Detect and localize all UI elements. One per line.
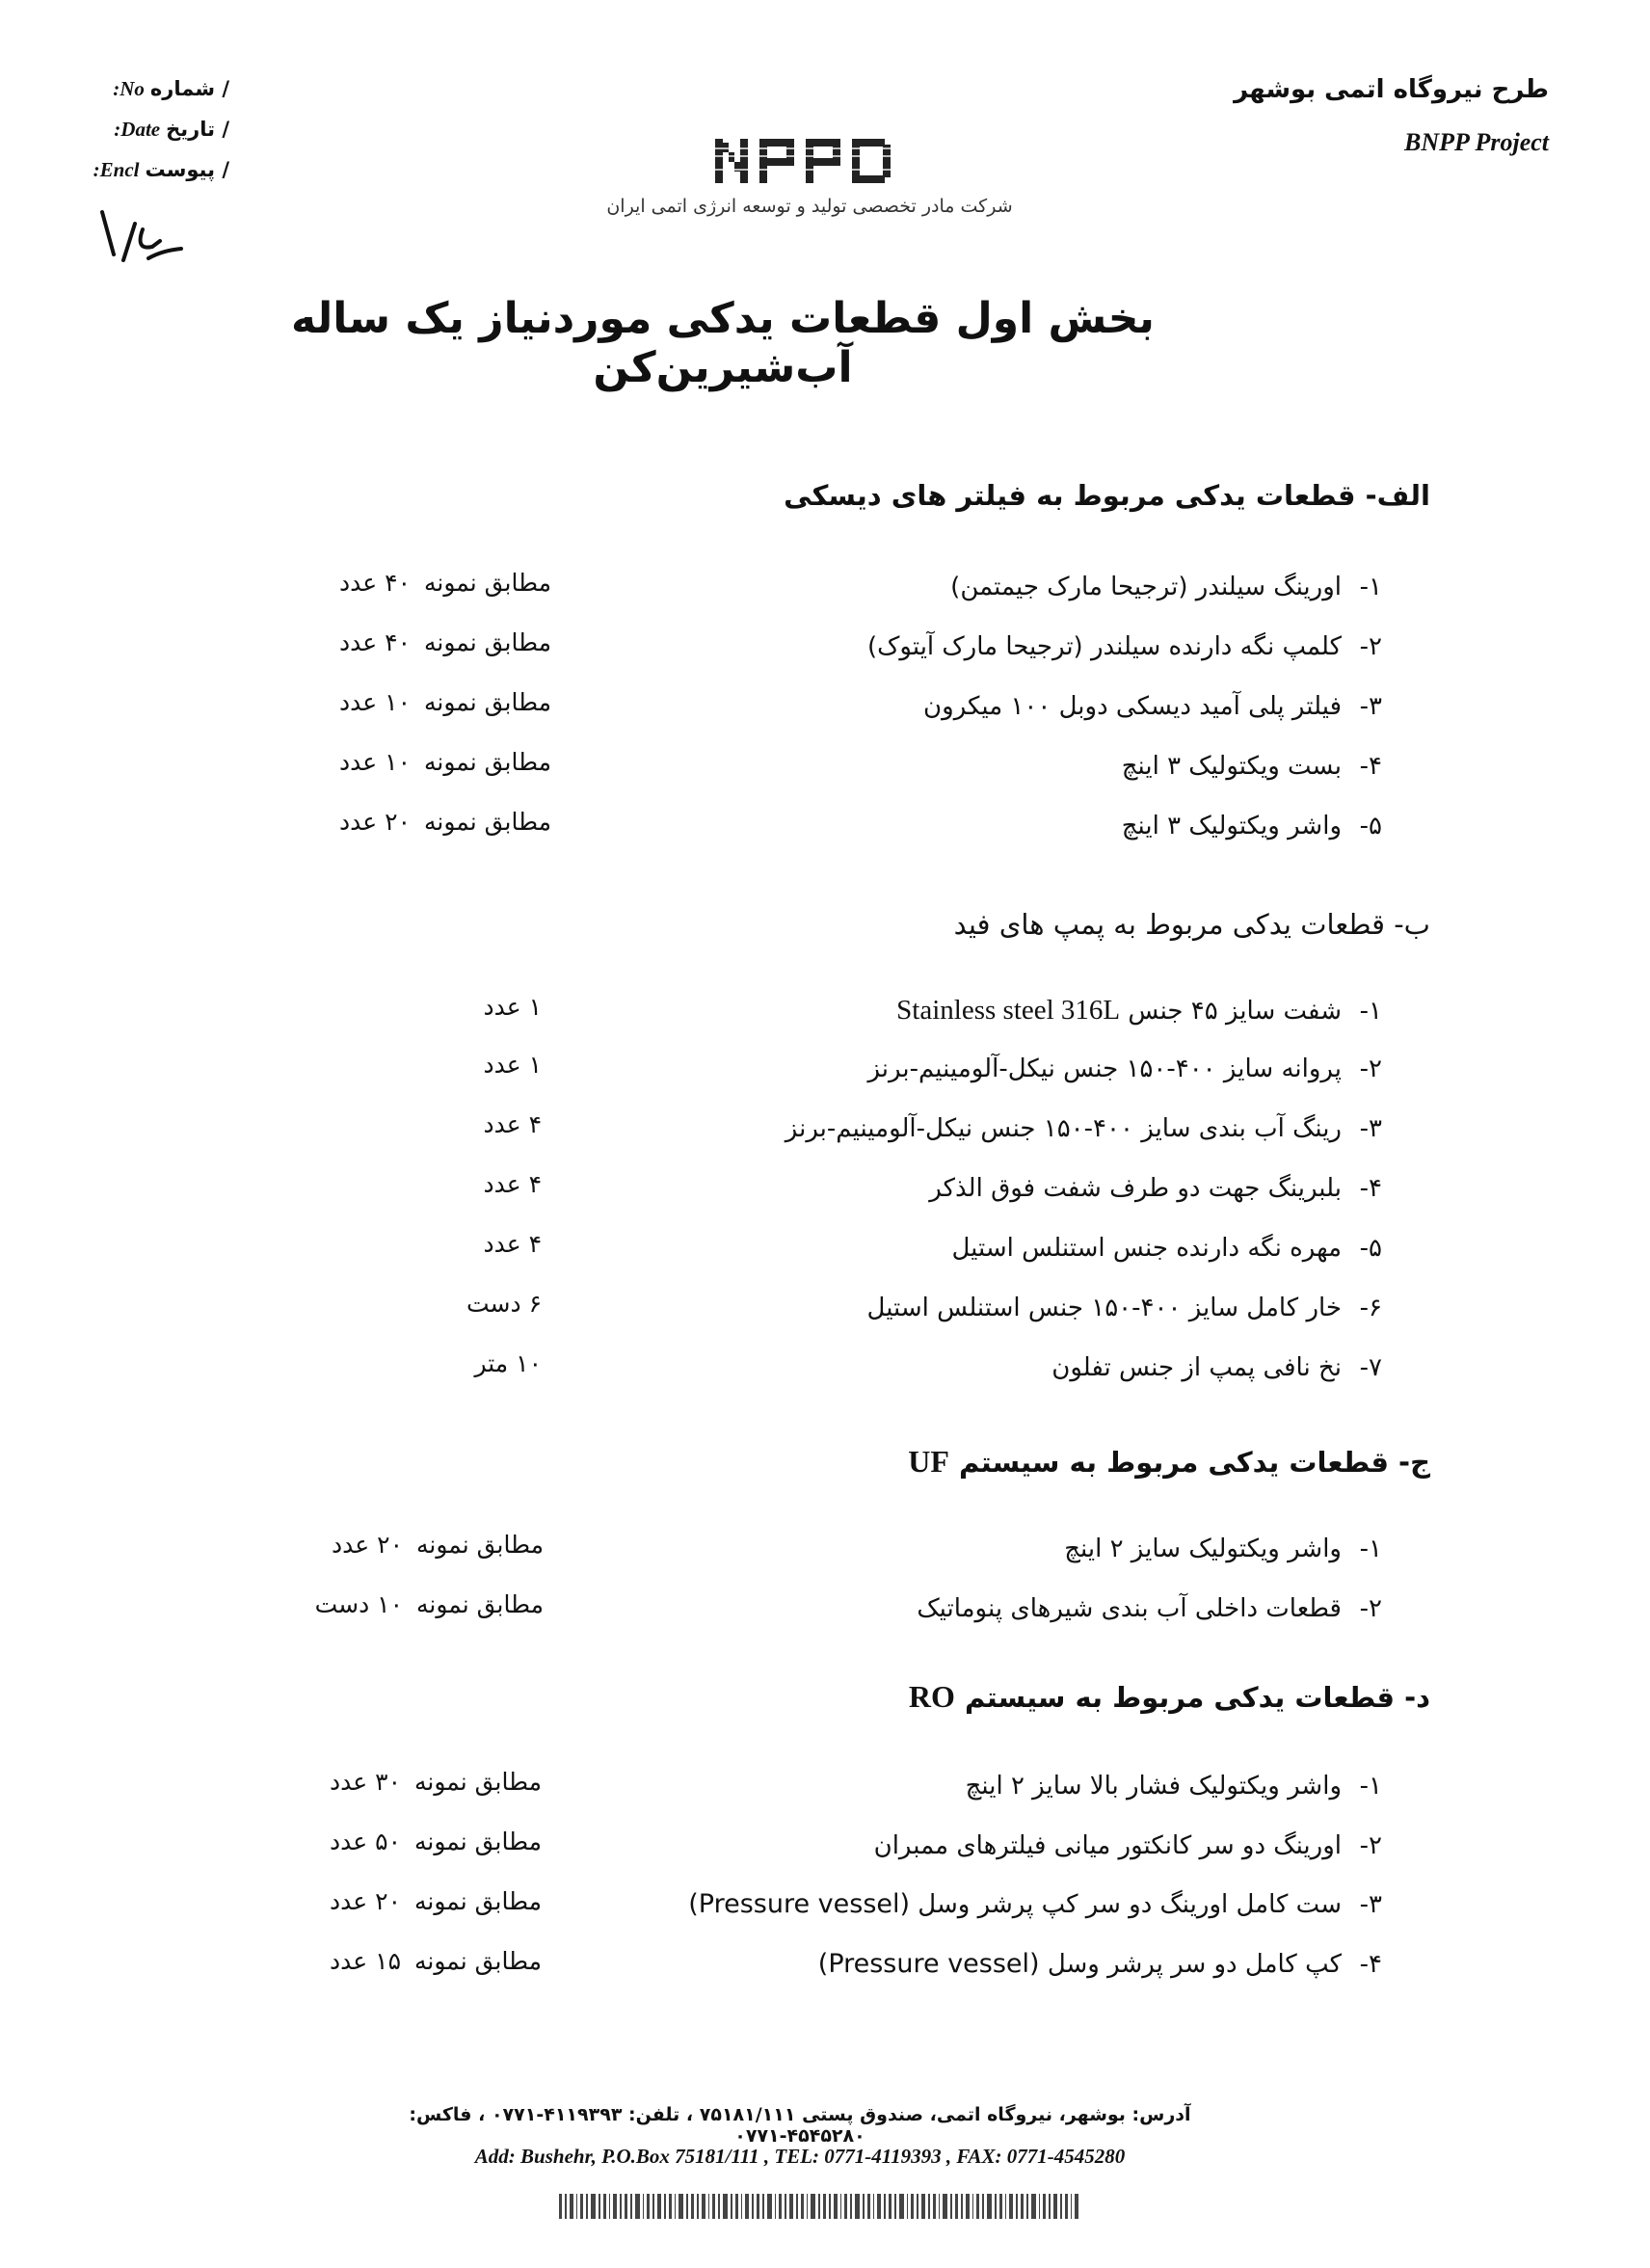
item-qty-value: ۱۰ دست [314, 1590, 404, 1618]
section-heading-c-en: UF [908, 1444, 949, 1479]
list-item [951, 1234, 1382, 1263]
item-quantity [483, 1051, 542, 1079]
item-text: فیلتر پلی آمید دیسکی دوبل ۱۰۰ میکرون [923, 692, 1342, 721]
list-item [688, 1889, 1382, 1919]
list-item [874, 1831, 1382, 1860]
item-text: پروانه سایز ۴۰۰-۱۵۰ جنس نیکل-آلومینیم-برنز [867, 1054, 1342, 1083]
item-reference: مطابق نمونه [424, 808, 551, 836]
item-quantity [466, 1290, 542, 1318]
item-quantity [483, 1110, 542, 1138]
list-item [1064, 1534, 1382, 1563]
item-number: ۲- [1359, 632, 1382, 661]
list-item [1122, 812, 1382, 840]
list-item [917, 1594, 1382, 1623]
item-text: بلبرینگ جهت دو طرف شفت فوق الذکر [929, 1174, 1342, 1203]
section-heading-b: ب- قطعات یدکی مربوط به پمپ های فید [953, 908, 1430, 941]
item-qty-value: ۵۰ عدد [330, 1828, 402, 1855]
list-item [867, 1294, 1382, 1322]
list-item [818, 1949, 1382, 1979]
item-quantity [339, 808, 551, 836]
section-heading-a: الف- قطعات یدکی مربوط به فیلتر های دیسکی [784, 479, 1430, 512]
item-qty-value: ۴ عدد [483, 1230, 542, 1258]
section-heading-c [908, 1444, 1430, 1480]
item-qty-value: ۱۰ عدد [339, 688, 412, 716]
document-title: بخش اول قطعات یدکی موردنیاز یک ساله آب‌شیرین‌کن [291, 294, 1155, 392]
item-text: رینگ آب بندی سایز ۴۰۰-۱۵۰ جنس نیکل-آلومینیم-برنز [785, 1114, 1342, 1143]
item-quantity [330, 1828, 542, 1855]
item-text: قطعات داخلی آب بندی شیرهای پنوماتیک [917, 1594, 1342, 1623]
footer-address-en: Add: Bushehr, P.O.Box 75181/111 , TEL: 0771-4119393 , FAX: 0771-4545280 [474, 2145, 1126, 2168]
meta-number-label-fa: / شماره [149, 77, 229, 100]
list-item [785, 1114, 1382, 1143]
item-qty-value: ۶ دست [466, 1290, 542, 1318]
list-item [896, 995, 1382, 1027]
meta-enclosure-label-en: Encl: [93, 157, 140, 181]
item-text-en: (Pressure vessel) [688, 1889, 911, 1919]
item-quantity [483, 1230, 542, 1258]
item-quantity [339, 748, 551, 776]
item-reference: مطابق نمونه [416, 1590, 544, 1618]
item-number: ۳- [1359, 692, 1382, 721]
item-number: ۷- [1359, 1353, 1382, 1382]
item-qty-value: ۱۵ عدد [330, 1947, 402, 1975]
item-qty-value: ۱۰ متر [474, 1349, 542, 1377]
item-number: ۳- [1359, 1890, 1382, 1919]
meta-date-label-fa: / تاریخ [166, 118, 229, 141]
item-number: ۲- [1359, 1594, 1382, 1623]
item-text: شفت سایز ۴۵ جنس [1128, 997, 1342, 1026]
item-qty-value: ۴ عدد [483, 1170, 542, 1198]
item-text: کلمپ نگه دارنده سیلندر (ترجیحا مارک آیتوک) [867, 632, 1342, 661]
item-reference: مطابق نمونه [416, 1531, 544, 1559]
project-title-en: BNPP Project [1404, 128, 1549, 156]
item-qty-value: ۳۰ عدد [330, 1768, 402, 1796]
item-number: ۴- [1359, 1174, 1382, 1203]
item-number: ۳- [1359, 1114, 1382, 1143]
item-number: ۶- [1359, 1294, 1382, 1322]
item-number: ۴- [1359, 1950, 1382, 1979]
item-number: ۱- [1359, 1534, 1382, 1563]
item-quantity [339, 569, 551, 597]
meta-enclosure-label-fa: / پیوست [145, 158, 229, 181]
item-qty-value: ۴ عدد [483, 1110, 542, 1138]
item-text: اورینگ سیلندر (ترجیحا مارک جیمتمن) [950, 573, 1342, 601]
list-item [923, 692, 1382, 721]
item-reference: مطابق نمونه [424, 688, 551, 716]
meta-number-label-en: No: [113, 76, 145, 100]
section-heading-d [909, 1679, 1430, 1715]
item-text: مهره نگه دارنده جنس استنلس استیل [951, 1234, 1342, 1263]
item-reference: مطابق نمونه [414, 1828, 542, 1855]
item-qty-value: ۲۰ عدد [332, 1531, 404, 1559]
item-reference: مطابق نمونه [424, 748, 551, 776]
project-title-fa: طرح نیروگاه اتمی بوشهر [1234, 75, 1549, 104]
barcode-strip [559, 2190, 1079, 2223]
item-text: واشر ویکتولیک فشار بالا سایز ۲ اینچ [965, 1772, 1342, 1801]
item-qty-value: ۱ عدد [483, 1051, 542, 1079]
item-number: ۲- [1359, 1054, 1382, 1083]
item-qty-value: ۲۰ عدد [330, 1887, 402, 1915]
item-text: کپ کامل دو سر پرشر وسل [1047, 1950, 1342, 1979]
item-number: ۱- [1359, 1772, 1382, 1801]
item-quantity [330, 1768, 542, 1796]
nppd-logo [711, 133, 904, 189]
list-item [1051, 1353, 1382, 1382]
handwritten-page-mark [85, 204, 191, 272]
meta-number [85, 69, 229, 108]
item-text: بست ویکتولیک ۳ اینچ [1121, 752, 1342, 781]
meta-date-label-en: Date: [114, 117, 161, 141]
item-quantity [330, 1887, 542, 1915]
list-item [867, 1054, 1382, 1083]
item-number: ۱- [1359, 573, 1382, 601]
item-reference: مطابق نمونه [414, 1768, 542, 1796]
item-quantity [483, 993, 542, 1021]
item-number: ۲- [1359, 1831, 1382, 1860]
list-item [867, 632, 1382, 661]
list-item [966, 1772, 1382, 1801]
section-heading-c-text: ج- قطعات یدکی مربوط به سیستم [958, 1446, 1430, 1479]
list-item [1122, 752, 1382, 781]
company-name: شرکت مادر تخصصی تولید و توسعه انرژی اتمی ایران [606, 196, 1013, 217]
item-number: ۵- [1359, 812, 1382, 840]
list-item [950, 573, 1382, 601]
item-text-en: Stainless steel 316L [896, 995, 1121, 1026]
item-qty-value: ۴۰ عدد [339, 569, 412, 597]
item-qty-value: ۲۰ عدد [339, 808, 412, 836]
section-heading-d-text: د- قطعات یدکی مربوط به سیستم [965, 1681, 1430, 1714]
item-number: ۴- [1359, 752, 1382, 781]
item-text: ست کامل اورینگ دو سر کپ پرشر وسل [918, 1890, 1342, 1919]
meta-date [85, 110, 229, 148]
item-text: واشر ویکتولیک ۳ اینچ [1121, 812, 1342, 840]
item-quantity [339, 688, 551, 716]
item-reference: مطابق نمونه [414, 1887, 542, 1915]
item-qty-value: ۴۰ عدد [339, 628, 412, 656]
item-number: ۵- [1359, 1234, 1382, 1263]
item-number: ۱- [1359, 997, 1382, 1026]
item-quantity [332, 1531, 544, 1559]
meta-enclosure [85, 150, 229, 189]
item-quantity [483, 1170, 542, 1198]
list-item [929, 1174, 1382, 1203]
item-qty-value: ۱۰ عدد [339, 748, 412, 776]
item-text: نخ نافی پمپ از جنس تفلون [1051, 1353, 1342, 1382]
footer-address-fa: آدرس: بوشهر، نیروگاه اتمی، صندوق پستی ۷۵۱۸۱/۱۱۱ ، تلفن: ۴۱۱۹۳۹۳-۰۷۷۱ ، فاکس: ۴۵۴۵۲۸۰-۰۷۷۱ [409, 2104, 1191, 2147]
item-reference: مطابق نمونه [424, 569, 551, 597]
item-reference: مطابق نمونه [414, 1947, 542, 1975]
item-qty-value: ۱ عدد [483, 993, 542, 1021]
item-text-en: (Pressure vessel) [817, 1949, 1040, 1979]
item-text: اورینگ دو سر کانکتور میانی فیلترهای ممبران [873, 1831, 1342, 1860]
item-reference: مطابق نمونه [424, 628, 551, 656]
item-text: واشر ویکتولیک سایز ۲ اینچ [1064, 1534, 1342, 1563]
item-quantity [339, 628, 551, 656]
section-heading-d-en: RO [908, 1679, 955, 1714]
item-quantity [474, 1349, 542, 1377]
item-quantity [330, 1947, 542, 1975]
item-quantity [315, 1590, 544, 1618]
item-text: خار کامل سایز ۴۰۰-۱۵۰ جنس استنلس استیل [866, 1294, 1342, 1322]
